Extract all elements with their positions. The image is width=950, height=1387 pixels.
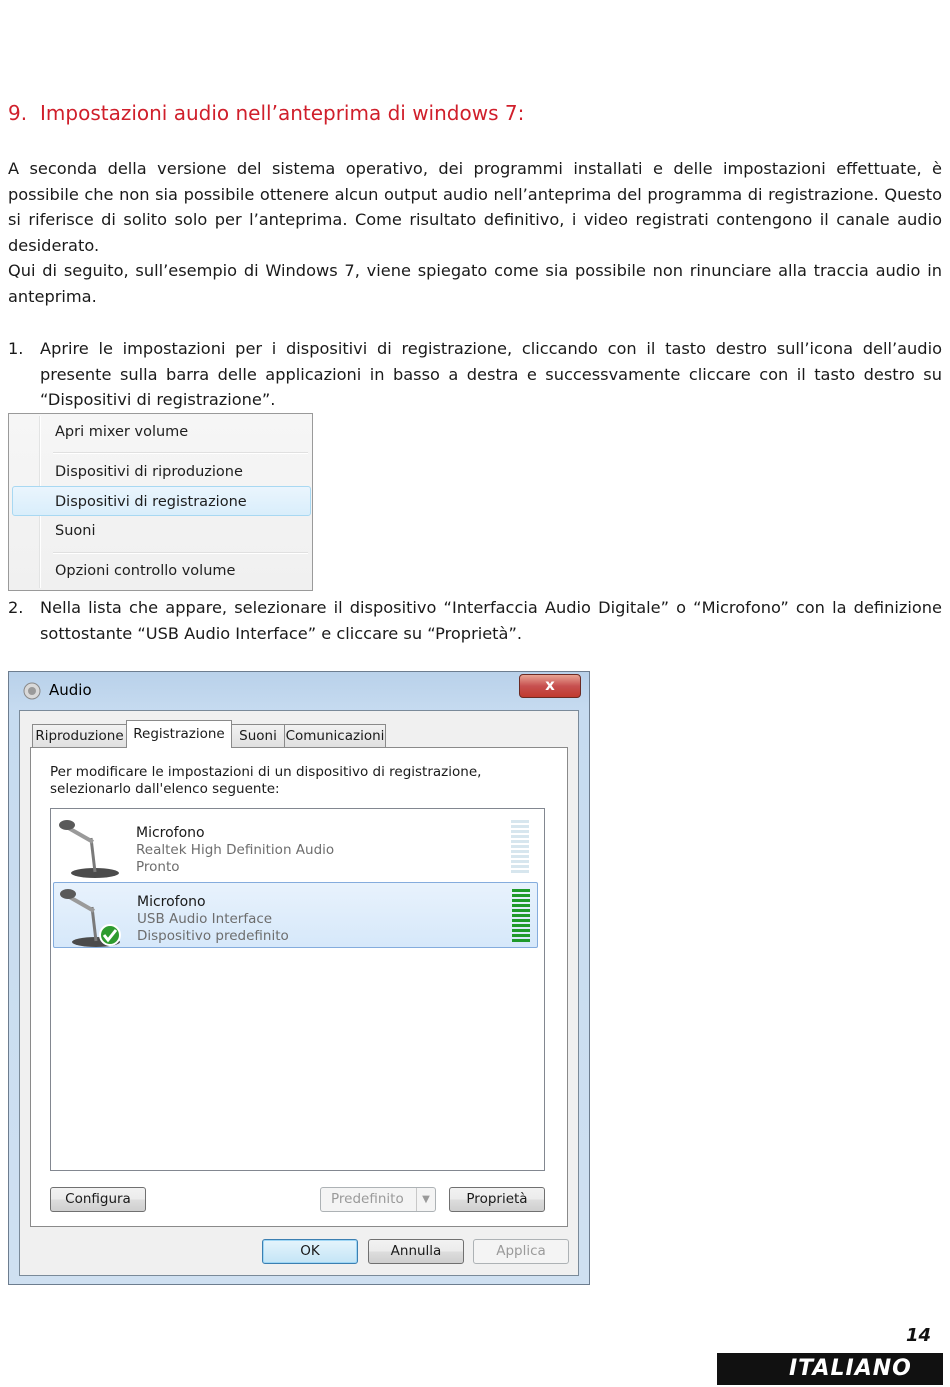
meter-segment (512, 919, 530, 922)
meter-segment (511, 825, 529, 828)
meter-segment (511, 840, 529, 843)
meter-segment (512, 899, 530, 902)
device-row-realtek[interactable] (53, 814, 538, 880)
device-list[interactable] (50, 808, 545, 1171)
meter-segment (512, 909, 530, 912)
language-banner (717, 1353, 943, 1385)
level-meter (511, 820, 529, 875)
meter-segment (512, 929, 530, 932)
step-text: Nella lista che appare, selezionare il dispositivo “Interfaccia Audio Digitale” o “Microfono” con la definizione sottostante “USB Audio Interface” e cliccare su “Proprietà”. (40, 598, 942, 643)
step-text: Aprire le impostazioni per i dispositivi di registrazione, cliccando con il tasto destro sull’icona dell’audio presente sulla barra delle applicazioni in basso a destra e successvamente cliccare con il tasto destro su “Dispositivi di registrazione”. (40, 339, 942, 409)
close-button[interactable]: x (519, 674, 581, 698)
ok-button[interactable]: OK (262, 1239, 358, 1264)
device-status: Dispositivo predefinito (137, 928, 289, 944)
meter-segment (512, 894, 530, 897)
step-2 (8, 595, 942, 646)
cancel-button[interactable]: Annulla (368, 1239, 464, 1264)
step-1 (8, 336, 942, 413)
menu-item-sounds[interactable]: Suoni (55, 523, 96, 539)
tab-sounds[interactable]: Suoni (231, 724, 285, 747)
recording-panel (30, 747, 568, 1227)
meter-segment (511, 820, 529, 823)
device-name: Microfono (137, 894, 206, 910)
intro-paragraph-1: A seconda della versione del sistema operativo, dei programmi installati e delle impostazioni effettuate, è possibile che non sia possibile ottenere alcun output audio nell’anteprima del programma di registrazione. Questo si riferisce di solito solo per l’anteprima. Come risultato definitivo, i video registrati contengono il canale audio desiderato. (8, 159, 942, 255)
menu-separator (53, 452, 308, 454)
meter-segment (512, 939, 530, 942)
meter-segment (511, 855, 529, 858)
tab-playback[interactable]: Riproduzione (32, 724, 127, 747)
microphone-icon (57, 816, 127, 880)
speaker-icon (23, 682, 41, 700)
microphone-default-icon (58, 885, 128, 949)
configure-button[interactable]: Configura (50, 1187, 146, 1212)
meter-segment (512, 889, 530, 892)
instructions-line-1: Per modificare le impostazioni di un dispositivo di registrazione, (50, 764, 482, 780)
meter-segment (512, 924, 530, 927)
meter-segment (511, 830, 529, 833)
meter-segment (511, 865, 529, 868)
meter-segment (511, 870, 529, 873)
device-driver: Realtek High Definition Audio (136, 842, 335, 858)
meter-segment (512, 934, 530, 937)
audio-dialog (8, 671, 590, 1285)
page-number: 14 (906, 1325, 932, 1346)
step-number: 1. (8, 339, 24, 358)
level-meter (512, 889, 530, 944)
meter-segment (511, 845, 529, 848)
intro-paragraph-2: Qui di seguito, sull’esempio di Windows 7, viene spiegato come sia possibile non rinunciare alla traccia audio in anteprima. (8, 261, 942, 306)
meter-segment (512, 914, 530, 917)
language-label: ITALIANO (789, 1356, 912, 1381)
device-driver: USB Audio Interface (137, 911, 273, 927)
context-menu (8, 413, 313, 591)
section-number: 9. (8, 101, 28, 125)
properties-button[interactable]: Proprietà (449, 1187, 545, 1212)
section-heading (8, 101, 524, 125)
menu-separator (53, 552, 308, 554)
instructions-line-2: selezionarlo dall'elenco seguente: (50, 781, 280, 797)
default-dropdown-button[interactable] (320, 1187, 436, 1212)
menu-item-playback[interactable]: Dispositivi di riproduzione (55, 464, 243, 480)
apply-button[interactable]: Applica (473, 1239, 569, 1264)
dialog-title: Audio (49, 681, 92, 699)
menu-item-mixer[interactable]: Apri mixer volume (55, 424, 189, 440)
tab-recording[interactable]: Registrazione (126, 720, 232, 748)
meter-segment (511, 850, 529, 853)
meter-segment (512, 904, 530, 907)
section-title: Impostazioni audio nell’anteprima di windows 7: (40, 101, 525, 125)
default-button-label: Predefinito (331, 1191, 404, 1207)
menu-item-volume-options[interactable]: Opzioni controllo volume (55, 563, 236, 579)
meter-segment (511, 835, 529, 838)
device-status: Pronto (136, 859, 180, 875)
tab-communications[interactable]: Comunicazioni (284, 724, 386, 747)
meter-segment (511, 860, 529, 863)
device-row-usb-selected[interactable] (53, 882, 538, 948)
instructions (50, 764, 481, 798)
device-name: Microfono (136, 825, 205, 841)
chevron-down-icon: ▼ (416, 1188, 435, 1211)
menu-item-recording[interactable]: Dispositivi di registrazione (55, 494, 247, 510)
step-number: 2. (8, 598, 24, 617)
dialog-body (19, 710, 579, 1276)
